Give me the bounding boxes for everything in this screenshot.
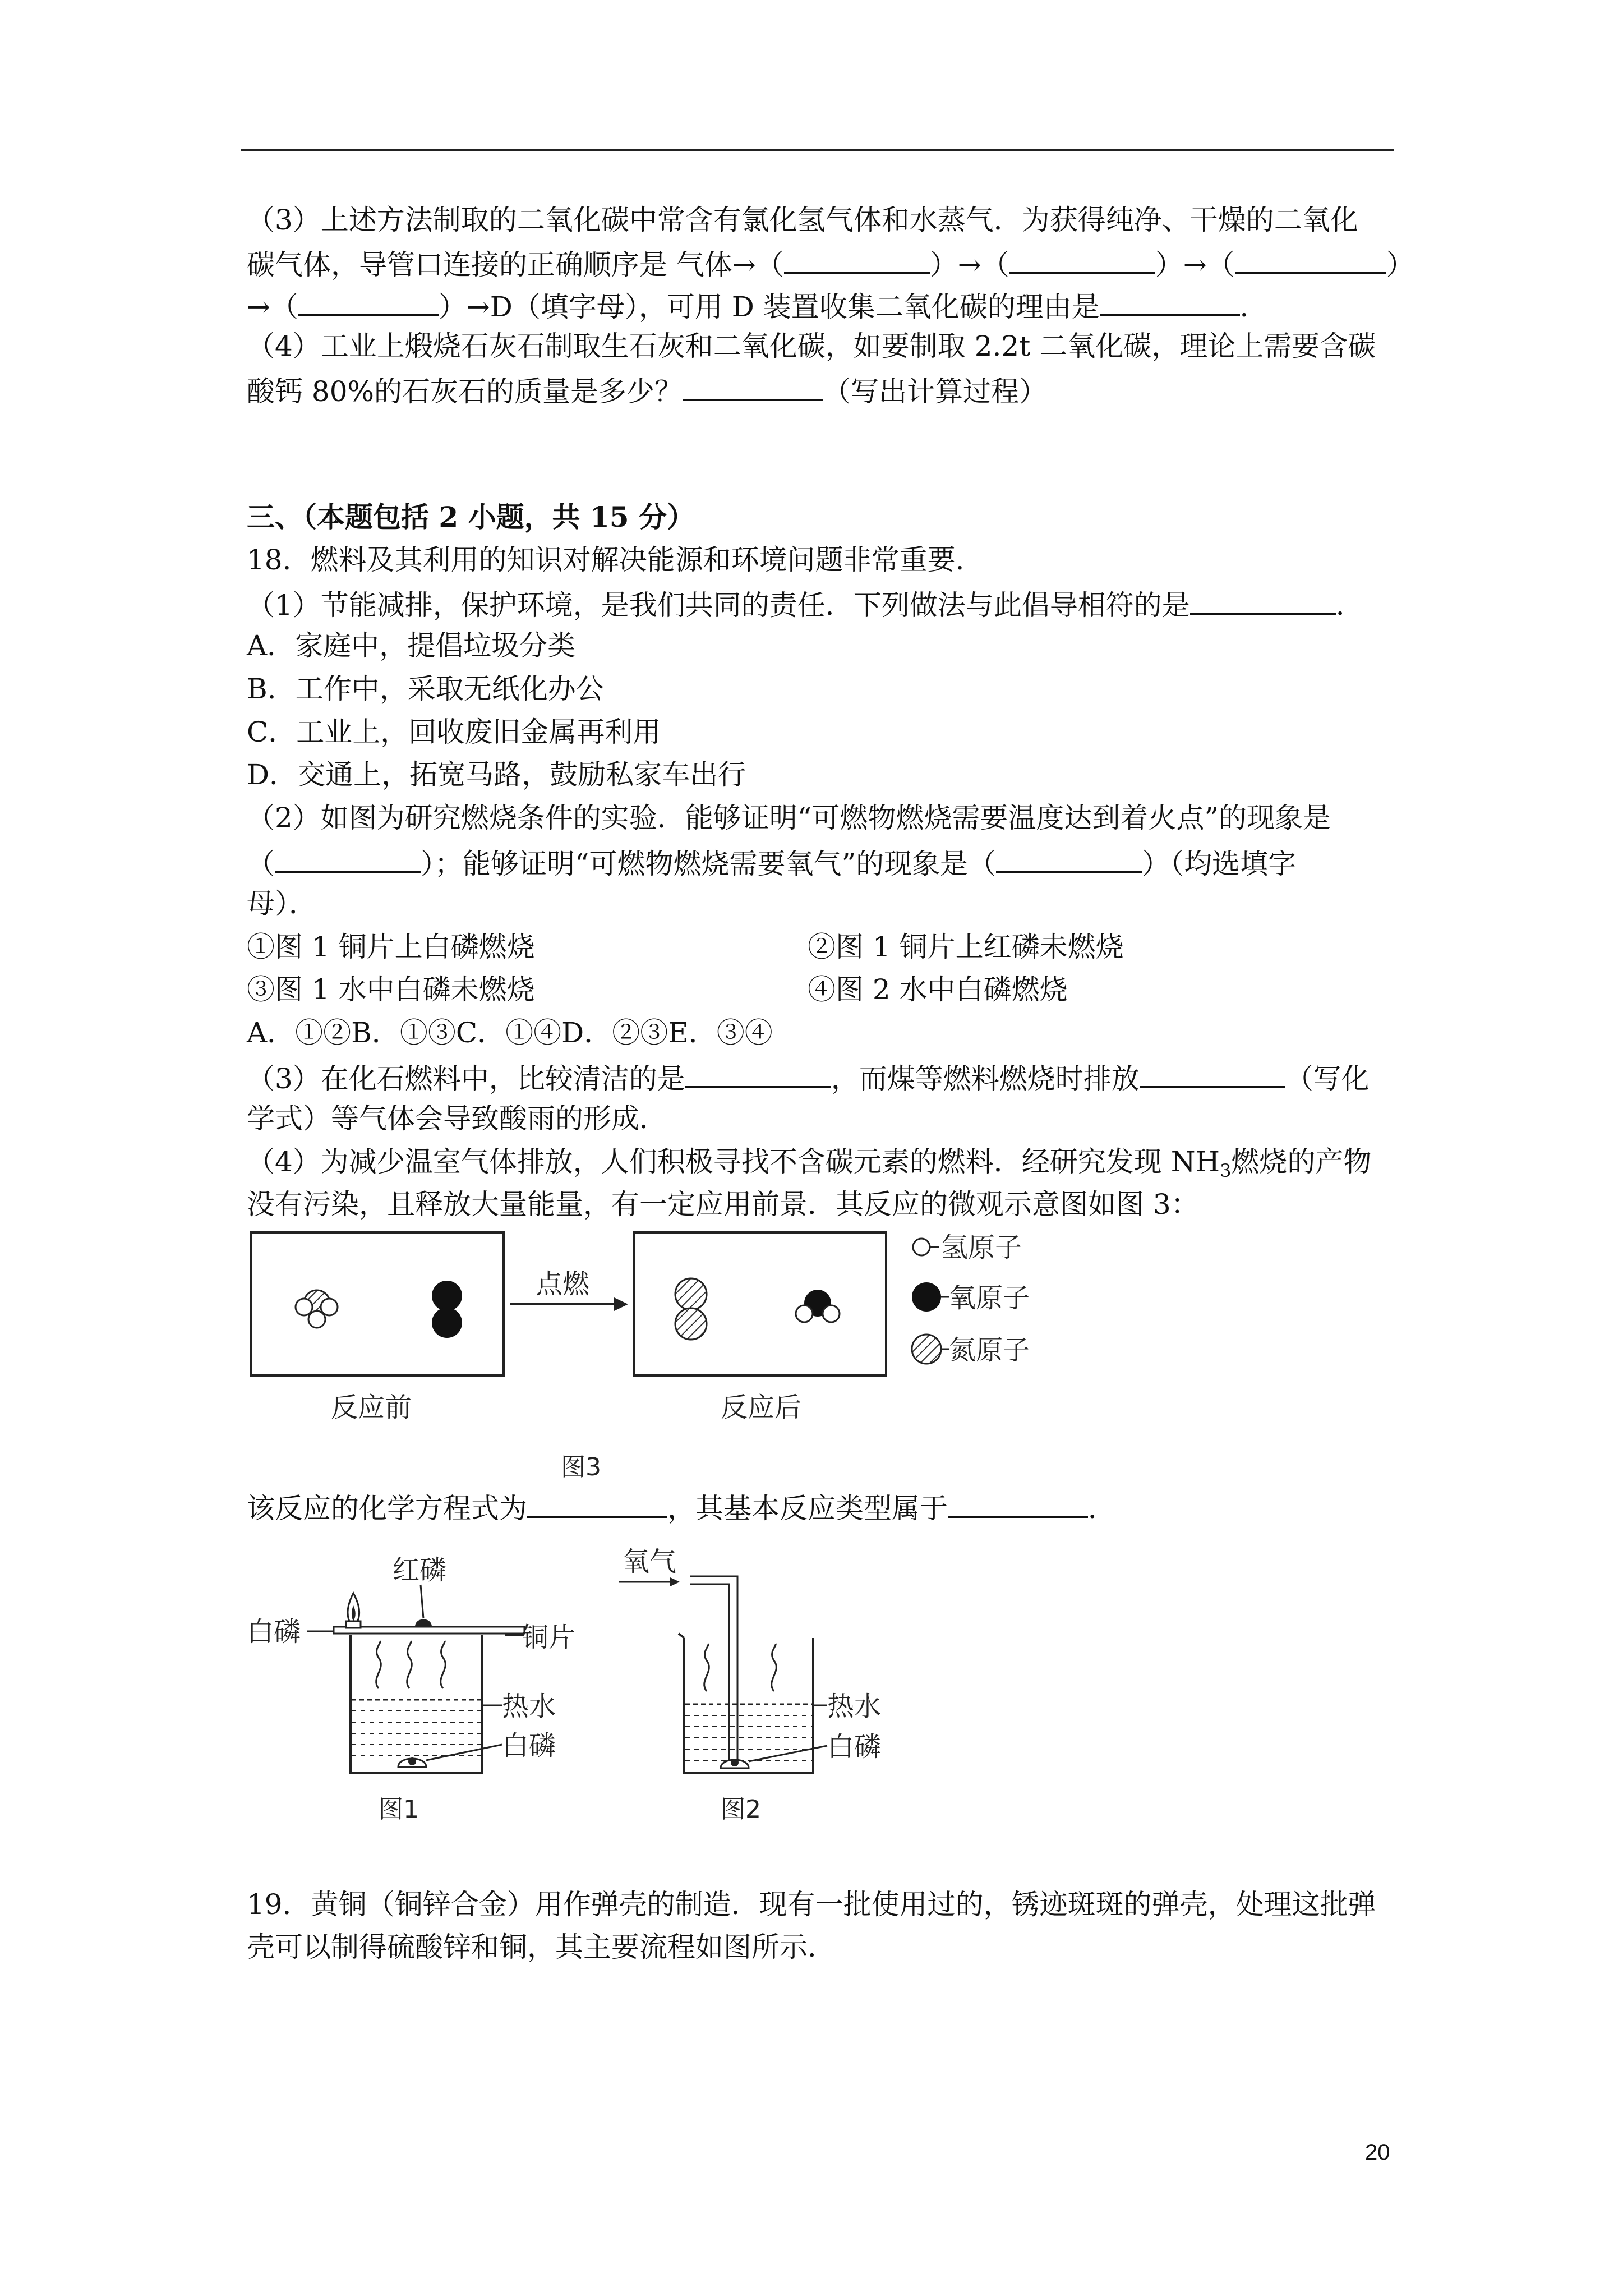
q17-part4-line2 — [247, 372, 1047, 408]
q18-option-d: D．交通上，拓宽马路，鼓励私家车出行 — [247, 758, 746, 791]
answer-blank[interactable] — [996, 844, 1142, 873]
q18-option-c: C．工业上，回收废旧金属再利用 — [247, 716, 661, 748]
section-heading: 三、（本题包括 2 小题，共 15 分） — [247, 500, 695, 533]
after-box — [634, 1232, 886, 1375]
answer-blank[interactable] — [948, 1489, 1088, 1518]
gas-tube — [690, 1576, 737, 1761]
label-oxygen: 氧气 — [623, 1546, 677, 1577]
o2-molecule — [432, 1281, 462, 1338]
legend-nitrogen: 氮原子 — [949, 1335, 1030, 1366]
q17-text: ）→D（填字母），可用 D 装置收集二氧化碳的理由是 — [438, 291, 1100, 323]
q18-option-a: A．家庭中，提倡垃圾分类 — [247, 629, 576, 662]
answer-blank[interactable] — [1100, 287, 1240, 316]
figure3-caption: 图3 — [561, 1453, 601, 1481]
q18-stem: 18．燃料及其利用的知识对解决能源和环境问题非常重要． — [247, 544, 984, 576]
answer-blank[interactable] — [1235, 245, 1386, 274]
q18-option-b: B．工作中，采取无纸化办公 — [247, 673, 604, 705]
oxygen-arrow-icon — [670, 1577, 680, 1586]
q18-part4-line1 — [247, 1145, 1371, 1188]
q18-choices: A．①②B．①③C．①④D．②③E．③④ — [247, 1016, 773, 1049]
q17-part3-line1: （3）上述方法制取的二氧化碳中常含有氯化氢气体和水蒸气．为获得纯净、干燥的二氧化 — [247, 204, 1358, 236]
figure2 — [619, 1546, 881, 1824]
q17-part3-line2 — [247, 245, 1414, 282]
subscript: 3 — [1220, 1160, 1232, 1181]
h2o-molecule — [796, 1290, 840, 1322]
q18-statement-3: ③图 1 水中白磷未燃烧 — [247, 973, 535, 1006]
hydrogen-atom-icon — [913, 1239, 930, 1255]
header-rule — [241, 149, 1394, 151]
q18-statement-1: ①图 1 铜片上白磷燃烧 — [247, 931, 535, 963]
figure1-caption: 图1 — [379, 1795, 419, 1824]
q18-text: ，而煤等燃料燃烧时排放 — [831, 1062, 1140, 1095]
page-number: 20 — [1365, 2140, 1390, 2165]
q18-text: ． — [1088, 1492, 1116, 1525]
q18-text: ． — [1335, 589, 1364, 622]
q17-text: ） — [1386, 249, 1414, 281]
answer-blank[interactable] — [1009, 245, 1155, 274]
q18-equation-line — [247, 1489, 1116, 1525]
q18-text: ，其基本反应类型属于 — [667, 1492, 948, 1525]
legend-hydrogen: 氢原子 — [941, 1232, 1022, 1263]
answer-blank[interactable] — [527, 1489, 667, 1518]
answer-blank[interactable] — [1190, 586, 1336, 615]
n2-molecule — [675, 1278, 707, 1340]
before-label: 反应前 — [331, 1392, 412, 1423]
q18-part1 — [247, 586, 1364, 622]
q18-text: （4）为减少温室气体排放，人们积极寻找不含碳元素的燃料．经研究发现 NH — [247, 1145, 1220, 1178]
q19-line1: 19．黄铜（铜锌合金）用作弹壳的制造．现有一批使用过的，锈迹斑斑的弹壳，处理这批弹 — [247, 1888, 1376, 1921]
combustion-experiment-figures — [241, 1537, 970, 1829]
answer-blank[interactable] — [685, 1059, 831, 1088]
q18-part3-line2: 学式）等气体会导致酸雨的形成． — [247, 1102, 667, 1135]
nitrogen-atom-icon — [912, 1335, 941, 1364]
after-label: 反应后 — [721, 1392, 802, 1423]
label-white-phosphorus-fig2: 白磷 — [827, 1731, 882, 1763]
q17-text: 碳气体，导管口连接的正确顺序是 气体→（ — [247, 249, 784, 281]
q18-statement-4: ④图 2 水中白磷燃烧 — [808, 973, 1068, 1006]
label-copper-sheet: 铜片 — [522, 1622, 576, 1653]
q17-part4-line1: （4）工业上煅烧石灰石制取生石灰和二氧化碳，如要制取 2.2t 二氧化碳，理论上需要含碳 — [247, 330, 1376, 362]
oxygen-atom-icon — [912, 1282, 941, 1312]
answer-blank[interactable] — [784, 245, 930, 274]
q18-text: 该反应的化学方程式为 — [247, 1492, 527, 1525]
label-red-phosphorus: 红磷 — [393, 1554, 447, 1586]
legend-oxygen: 氧原子 — [949, 1282, 1030, 1314]
answer-blank[interactable] — [298, 287, 439, 316]
label-hot-water-1: 热水 — [502, 1691, 556, 1722]
label-white-phosphorus-top: 白磷 — [247, 1616, 301, 1648]
q18-part3-line1 — [247, 1059, 1370, 1096]
q18-text: （写化 — [1285, 1062, 1370, 1095]
legend — [912, 1232, 1030, 1366]
q18-text: ）；能够证明“可燃物燃烧需要氧气”的现象是（ — [421, 848, 997, 880]
q18-text: （1）节能减排，保护环境，是我们共同的责任．下列做法与此倡导相符的是 — [247, 589, 1190, 622]
before-box — [251, 1232, 504, 1375]
q18-part2-line1: （2）如图为研究燃烧条件的实验．能够证明“可燃物燃烧需要温度达到着火点”的现象是 — [247, 802, 1331, 834]
q17-text: ． — [1239, 291, 1268, 323]
q17-text: ）→（ — [1155, 249, 1235, 281]
figure3-diagram — [241, 1223, 1408, 1487]
answer-blank[interactable] — [1140, 1059, 1285, 1088]
nh3-molecule — [296, 1290, 338, 1328]
q18-part2-line2 — [247, 844, 1296, 881]
copper-sheet — [334, 1627, 524, 1634]
q17-text: →（ — [247, 291, 298, 323]
q17-part3-line3 — [247, 287, 1268, 324]
q18-part4-line2: 没有污染，且释放大量能量，有一定应用前景．其反应的微观示意图如图 3： — [247, 1188, 1199, 1221]
answer-blank[interactable] — [275, 844, 421, 873]
q18-text: （ — [247, 848, 275, 880]
q17-text: （写出计算过程） — [823, 375, 1048, 408]
figure1 — [247, 1554, 575, 1824]
q17-text: ）→（ — [929, 249, 1009, 281]
figure2-caption: 图2 — [721, 1795, 761, 1824]
q17-text: 酸钙 80%的石灰石的质量是多少？ — [247, 375, 683, 408]
red-phosphorus-lump — [415, 1619, 432, 1627]
q18-text: （3）在化石燃料中，比较清洁的是 — [247, 1062, 685, 1095]
q19-line2: 壳可以制得硫酸锌和铜，其主要流程如图所示． — [247, 1931, 836, 1963]
arrow-head-icon — [614, 1297, 628, 1311]
q18-text: 燃烧的产物 — [1231, 1145, 1372, 1178]
label-white-phosphorus-bottom: 白磷 — [502, 1730, 556, 1761]
arrow-label: 点燃 — [536, 1268, 590, 1300]
q18-text: ）（均选填字 — [1142, 848, 1297, 880]
q18-part2-line3: 母）． — [247, 887, 317, 920]
q18-statement-2: ②图 1 铜片上红磷未燃烧 — [808, 931, 1124, 963]
answer-blank[interactable] — [683, 372, 823, 401]
label-hot-water-2: 热水 — [827, 1691, 882, 1722]
